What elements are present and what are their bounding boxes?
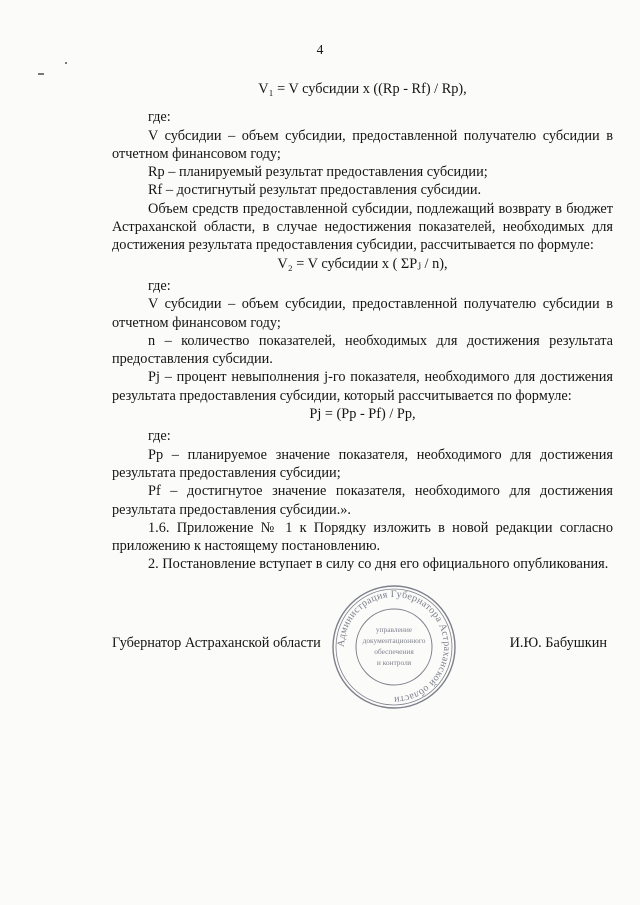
stamp-line-4: и контроля [376,658,412,667]
where-label: где: [148,428,171,445]
scan-speck [65,62,67,64]
signatory-position: Губернатор Астраханской области [112,635,321,651]
stamp-line-3: обеспечения [374,647,414,656]
stamp-seal [330,583,458,711]
formula-line: V₂ = V субсидии х ( ΣPⱼ / n), [277,255,448,272]
body-paragraph: Pj – процент невыполнения j-го показателя, необходимого для достижения результата предоставления субсидии, который рассчитывается по формуле: [112,369,613,404]
body-paragraph: Pf – достигнутое значение показателя, необходимого для достижения результата предоставления субсидии.». [112,483,613,518]
signatory-name: И.Ю. Бабушкин [509,635,607,651]
formula-line: V₁ = V субсидии х ((Rp - Rf) / Rp), [258,81,467,97]
body-paragraph: V субсидии – объем субсидии, предоставленной получателю субсидии в отчетном финансовом году; [112,127,613,162]
body-paragraph: Объем средств предоставленной субсидии, подлежащий возврату в бюджет Астраханской области, в случае недостижения показателей, необходимых для достижения результата предоставления субсидии, рассчитывается по формуле: [112,200,613,254]
body-paragraph: Rp – планируемый результат предоставления субсидии; [148,164,488,181]
body-paragraph: Pp – планируемое значение показателя, необходимого для достижения результата предоставления субсидии; [112,446,613,481]
scan-speck [38,73,44,75]
body-paragraph: n – количество показателей, необходимых для достижения результата предоставления субсидии. [112,332,613,368]
stamp-line-1: управление [375,625,413,634]
where-label: где: [148,109,171,126]
stamp-line-2: документационного [362,636,426,645]
body-paragraph: V субсидии – объем субсидии, предоставленной получателю субсидии в отчетном финансовом году; [112,296,613,331]
page-number: 4 [316,42,324,57]
stamp-outer-text: Администрация Губернатора Астраханской области [335,588,453,706]
stamp-seal-graphic [330,583,458,711]
formula-line: Pj = (Pp - Pf) / Pp, [309,406,416,423]
body-paragraph: 1.6. Приложение № 1 к Порядку изложить в новой редакции согласно приложению к настоящему постановлению. [112,519,613,555]
where-label: где: [148,277,171,294]
body-paragraph: 2. Постановление вступает в силу со дня его официального опубликования. [148,556,609,573]
document-body [112,80,613,574]
body-paragraph: Rf – достигнутый результат предоставления субсидии. [148,182,482,199]
stamp-inner-text [363,625,426,667]
